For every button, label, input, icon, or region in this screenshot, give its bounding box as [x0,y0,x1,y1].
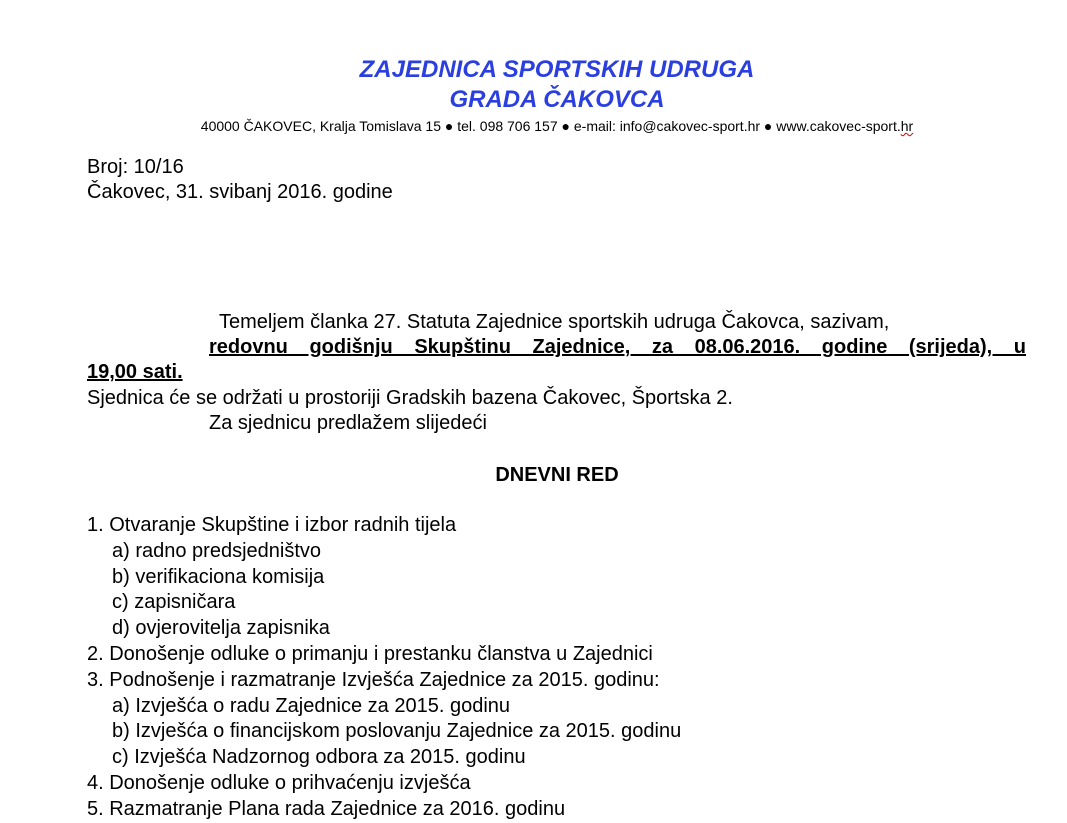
place-date: Čakovec, 31. svibanj 2016. godine [87,181,393,203]
intro-text: Temeljem članka 27. Statuta Zajednice sportskih udruga Čakovca, sazivam, [219,311,890,333]
document-number: Broj: 10/16 [87,156,184,178]
agenda-subitem: b) verifikaciona komisija [112,565,325,588]
org-contact-line [0,117,1067,135]
agenda-item: 1. Otvaranje Skupštine i izbor radnih tijela [87,514,457,536]
agenda-heading: DNEVNI RED [495,464,619,486]
org-name-line2: GRADA ČAKOVCA [449,86,665,113]
agenda-subitem: a) radno predsjedništvo [112,539,322,562]
contact-text: 40000 ČAKOVEC, Kralja Tomislava 15 ● tel. 098 706 157 ● e-mail: info@cakovec-sport.hr ● www.cakovec-sport. [200,118,901,134]
agenda-item: 4. Donošenje odluke o prihvaćenju izvješća [87,771,471,794]
agenda-subitem: c) Izvješća Nadzornog odbora za 2015. godinu [112,746,526,769]
org-name-line1: ZAJEDNICA SPORTSKIH UDRUGA [359,56,755,83]
agenda-subitem: d) ovjerovitelja zapisnika [112,617,330,640]
meeting-location: Sjednica će se održati u prostoriji Gradskih bazena Čakovec, Športska 2. [87,387,733,409]
proposal-text: Za sjednicu predlažem slijedeći [209,412,487,434]
agenda-item: 3. Podnošenje i razmatranje Izvješća Zajednice za 2015. godinu: [87,668,660,691]
agenda-item: 5. Razmatranje Plana rada Zajednice za 2016. godinu [87,797,566,820]
agenda-item: 2. Donošenje odluke o primanju i prestanku članstva u Zajednici [87,642,653,665]
contact-domain-suffix: hr [900,118,914,134]
emphasis-line-2: 19,00 sati. [87,361,183,383]
agenda-subitem: b) Izvješća o financijskom poslovanju Zajednice za 2015. godinu [112,720,682,743]
agenda-subitem: c) zapisničara [112,591,236,614]
emphasis-line-1: redovnu godišnju Skupštinu Zajednice, za 08.06.2016. godine (srijeda), u [209,336,1026,358]
agenda-list [87,513,681,823]
agenda-subitem: a) Izvješća o radu Zajednice za 2015. godinu [112,694,511,717]
